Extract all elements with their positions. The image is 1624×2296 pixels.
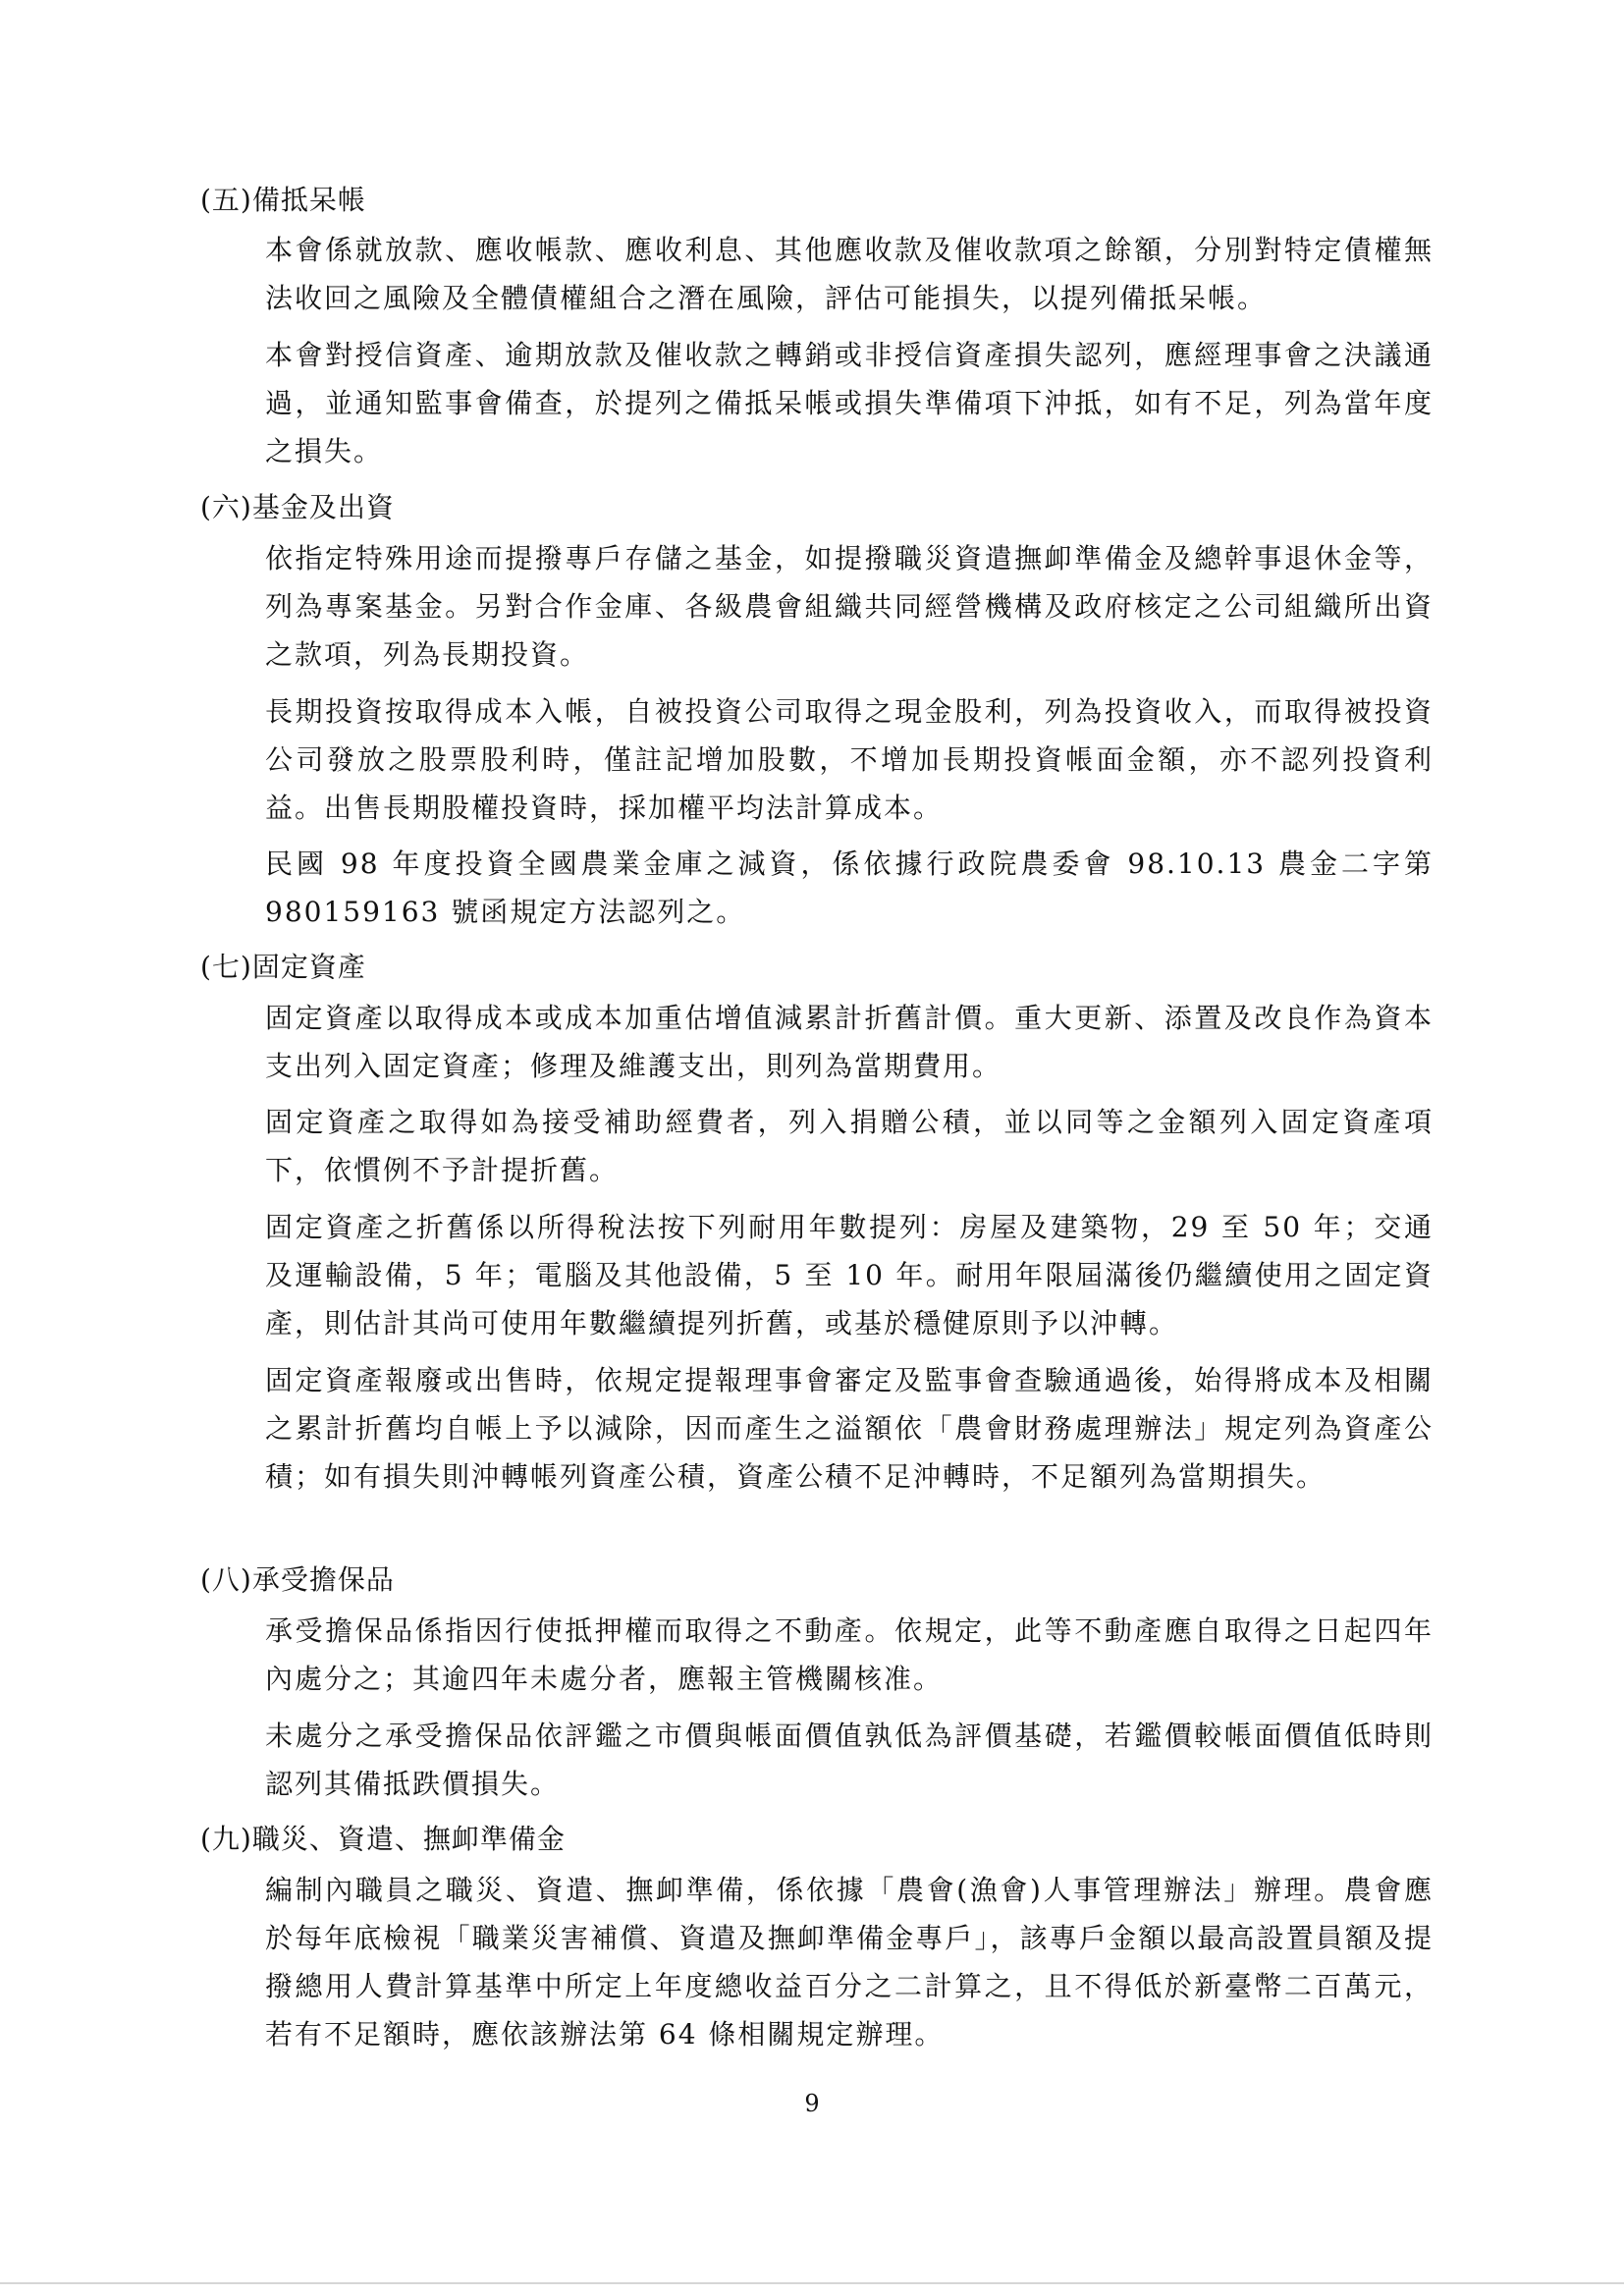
paragraph: 編制內職員之職災、資遣、撫卹準備，係依據「農會(漁會)人事管理辦法」辦理。農會應於每年底檢視「職業災害補償、資遣及撫卹準備金專戶」，該專戶金額以最高設置員額及提撥總用人費計算基準中所定上年度總收益百分之二計算之，且不得低於新臺幣二百萬元，若有不足額時，應依該辦法第 64 條相關規定辦理。 [265, 1874, 1434, 2050]
section-heading-occupational-reserve: (九)職災、資遣、撫卹準備金 [200, 1823, 566, 1855]
paragraph: 承受擔保品係指因行使抵押權而取得之不動產。依規定，此等不動產應自取得之日起四年內處分之；其逾四年未處分者，應報主管機關核准。 [265, 1614, 1434, 1695]
paragraph: 固定資產之折舊係以所得稅法按下列耐用年數提列：房屋及建築物，29 至 50 年；交通及運輸設備，5 年；電腦及其他設備，5 至 10 年。耐用年限屆滿後仍繼續使用之固定資產，則估計其尚可使用年數繼續提列折舊，或基於穩健原則予以沖轉。 [265, 1211, 1434, 1339]
section-heading-fixed-assets: (七)固定資產 [200, 951, 366, 983]
paragraph: 長期投資按取得成本入帳，自被投資公司取得之現金股利，列為投資收入，而取得被投資公司發放之股票股利時，僅註記增加股數，不增加長期投資帳面金額，亦不認列投資利益。出售長期股權投資時，採加權平均法計算成本。 [265, 695, 1434, 824]
paragraph: 固定資產之取得如為接受補助經費者，列入捐贈公積，並以同等之金額列入固定資產項下，依慣例不予計提折舊。 [265, 1106, 1434, 1186]
paragraph: 未處分之承受擔保品依評鑑之市價與帳面價值孰低為評價基礎，若鑑價較帳面價值低時則認列其備抵跌價損失。 [265, 1720, 1434, 1800]
section-heading-allowance-bad-debts: (五)備抵呆帳 [200, 184, 366, 216]
paragraph: 本會對授信資產、逾期放款及催收款之轉銷或非授信資產損失認列，應經理事會之決議通過，並通知監事會備查，於提列之備抵呆帳或損失準備項下沖抵，如有不足，列為當年度之損失。 [265, 339, 1434, 467]
paragraph: 本會係就放款、應收帳款、應收利息、其他應收款及催收款項之餘額，分別對特定債權無法收回之風險及全體債權組合之潛在風險，評估可能損失，以提列備抵呆帳。 [265, 234, 1434, 314]
section-heading-funds-investments: (六)基金及出資 [200, 491, 395, 523]
section-heading-foreclosed-collateral: (八)承受擔保品 [200, 1563, 395, 1596]
paragraph: 依指定特殊用途而提撥專戶存儲之基金，如提撥職災資遣撫卹準備金及總幹事退休金等，列為專案基金。另對合作金庫、各級農會組織共同經營機構及政府核定之公司組織所出資之款項，列為長期投資。 [265, 542, 1434, 671]
page-number: 9 [804, 2090, 820, 2117]
scan-edge-line [0, 2282, 1624, 2284]
paragraph: 民國 98 年度投資全國農業金庫之減資，係依據行政院農委會 98.10.13 農金二字第980159163 號函規定方法認列之。 [265, 847, 1434, 928]
paragraph: 固定資產報廢或出售時，依規定提報理事會審定及監事會查驗通過後，始得將成本及相關之累計折舊均自帳上予以減除，因而產生之溢額依「農會財務處理辦法」規定列為資產公積；如有損失則沖轉帳列資產公積，資產公積不足沖轉時，不足額列為當期損失。 [265, 1364, 1434, 1493]
paragraph: 固定資產以取得成本或成本加重估增值減累計折舊計價。重大更新、添置及改良作為資本支出列入固定資產；修理及維護支出，則列為當期費用。 [265, 1002, 1434, 1082]
